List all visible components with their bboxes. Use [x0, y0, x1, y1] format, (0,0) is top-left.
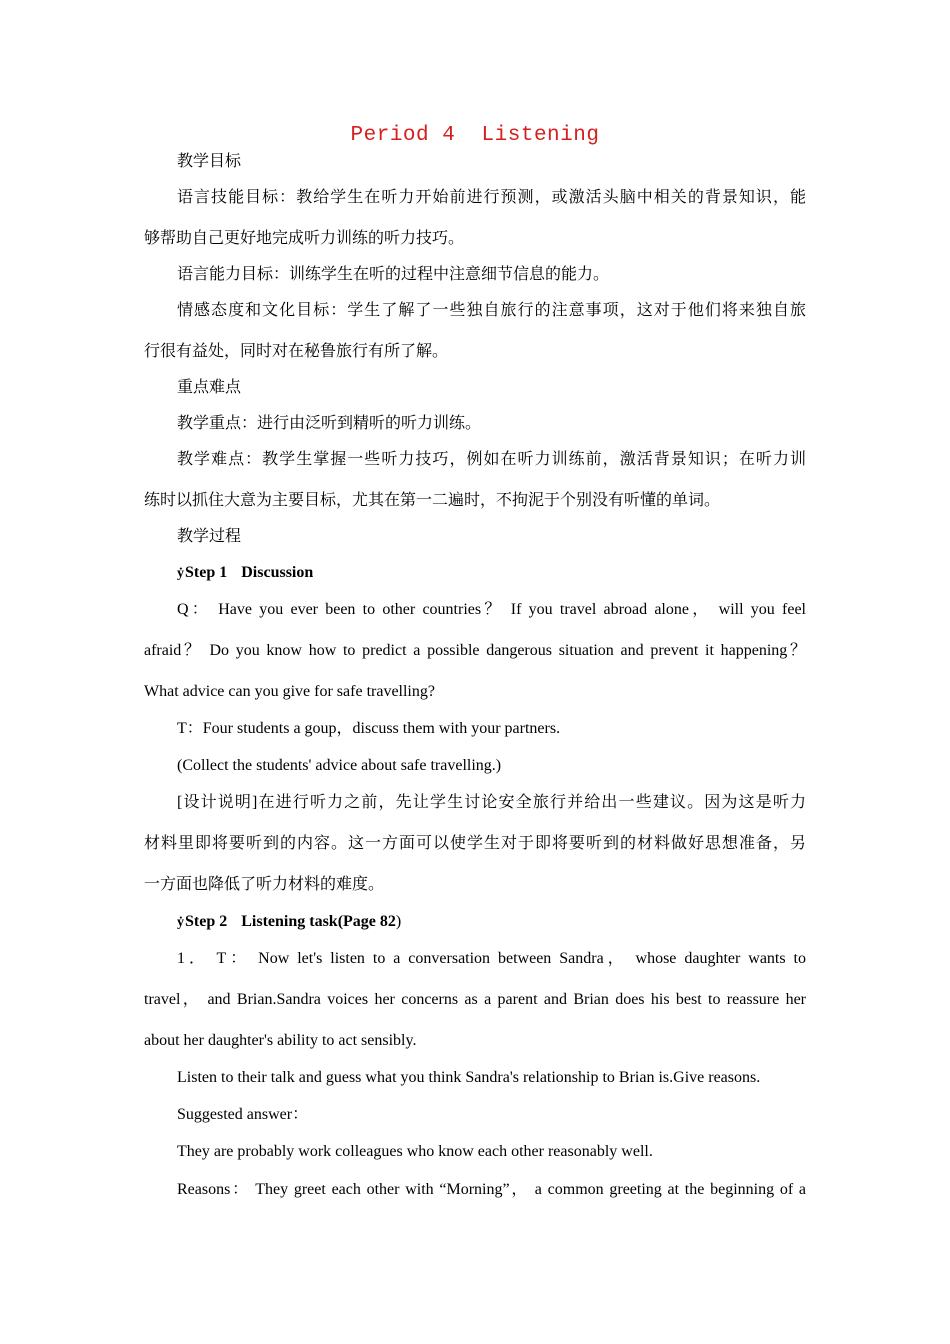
- step1-name: Discussion: [241, 564, 314, 581]
- step2-para1-line2: travel， and Brian.Sandra voices her concerns as a parent and Brian does his best to reassure her: [144, 991, 807, 1008]
- objective-skill-line1: 语言技能目标：教给学生在听力开始前进行预测，或激活头脑中相关的背景知识，能: [177, 189, 806, 206]
- step2-para1-line3: about her daughter's ability to act sensibly.: [144, 1032, 417, 1049]
- step2-heading: [177, 912, 806, 933]
- step1-collect-note: (Collect the students' advice about safe travelling.): [177, 757, 502, 774]
- objective-emotion-line2: 行很有益处，同时对在秘鲁旅行有所了解。: [144, 343, 449, 360]
- step1-question-line2: afraid？ Do you know how to predict a possible dangerous situation and prevent it happening？: [144, 642, 806, 659]
- page-title: Period 4 Listening: [350, 124, 600, 147]
- step1-design-line3: 一方面也降低了听力材料的难度。: [144, 876, 385, 893]
- step1-design-line1: [设计说明]在进行听力之前，先让学生讨论安全旅行并给出一些建议。因为这是听力: [177, 794, 806, 811]
- objective-ability: 语言能力目标：训练学生在听的过程中注意细节信息的能力。: [177, 266, 610, 283]
- difficult-point-line1: 教学难点：教学生掌握一些听力技巧，例如在听力训练前，激活背景知识；在听力训: [177, 451, 806, 468]
- objective-emotion-line1: 情感态度和文化目标：学生了解了一些独自旅行的注意事项，这对于他们将来独自旅: [177, 302, 806, 319]
- key-point: 教学重点：进行由泛听到精听的听力训练。: [177, 415, 482, 432]
- objective-skill-line2: 够帮助自己更好地完成听力训练的听力技巧。: [144, 230, 465, 247]
- step2-suggested-label: Suggested answer：: [177, 1106, 309, 1123]
- step-marker-icon: ẏ: [177, 566, 184, 581]
- step1-design-line2: 材料里即将要听到的内容。这一方面可以使学生对于即将要听到的材料做好思想准备，另: [144, 835, 806, 852]
- step2-label: Step 2: [185, 913, 228, 930]
- step2-page: Page 82: [343, 913, 396, 930]
- step1-heading: [177, 563, 806, 584]
- step2-para1-line1: 1． T： Now let's listen to a conversation between Sandra， whose daughter wants to: [177, 950, 806, 967]
- step2-listen-instruction: Listen to their talk and guess what you think Sandra's relationship to Brian is.Give reasons.: [177, 1069, 761, 1086]
- step-marker-icon: ẏ: [177, 915, 184, 930]
- key-points-heading: 重点难点: [177, 379, 242, 396]
- process-heading: 教学过程: [177, 528, 242, 545]
- step1-teacher-instruction: T：Four students a goup，discuss them with your partners.: [177, 720, 561, 737]
- difficult-point-line2: 练时以抓住大意为主要目标，尤其在第一二遍时，不拘泥于个别没有听懂的单词。: [144, 492, 721, 509]
- step1-question-line3: What advice can you give for safe travelling?: [144, 683, 435, 700]
- step2-reasons: Reasons： They greet each other with “Morning”， a common greeting at the beginning of a: [177, 1181, 806, 1198]
- step1-label: Step 1: [185, 564, 228, 581]
- step2-close-paren: ): [395, 913, 402, 930]
- step1-question-line1: Q： Have you ever been to other countries？ If you travel abroad alone， will you feel: [177, 601, 806, 618]
- step2-name: Listening task(: [241, 913, 344, 930]
- step2-answer: They are probably work colleagues who know each other reasonably well.: [177, 1143, 653, 1160]
- objectives-heading: 教学目标: [177, 153, 242, 170]
